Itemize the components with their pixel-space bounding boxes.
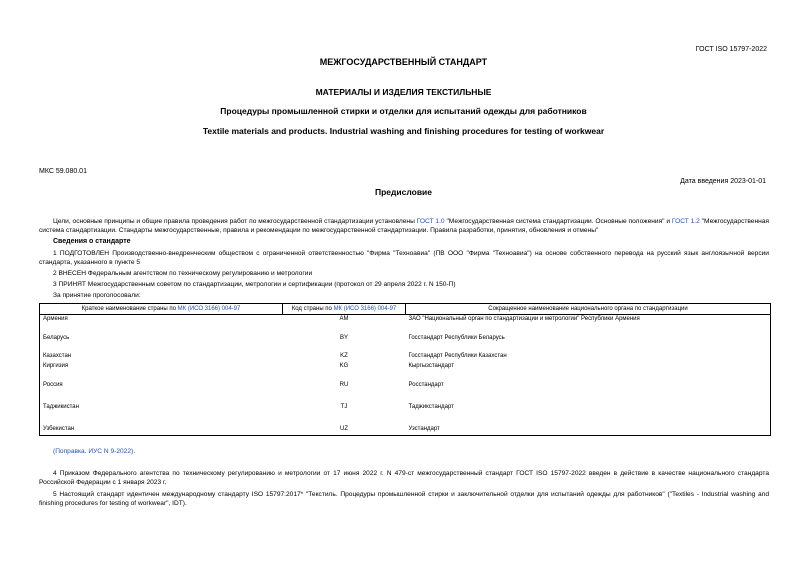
item-3: 3 ПРИНЯТ Межгосударственным советом по стандартизации, метрологии и сертификации (протокол от 29 апреля 2022 г. N 150-П) <box>53 281 456 288</box>
header-organization: Сокращенное наименование национального органа по стандартизации <box>406 304 771 315</box>
table-row <box>40 315 771 334</box>
country-cell: Киргизия <box>43 362 69 369</box>
code-cell: KG <box>339 362 349 369</box>
table-row <box>40 381 771 403</box>
voted-label: За принятие проголосовали: <box>53 292 141 299</box>
country-cell: Таджикистан <box>43 403 79 410</box>
table-row <box>40 352 771 362</box>
org-cell: Кыргызстандарт <box>408 362 454 369</box>
country-cell: Армения <box>43 316 68 322</box>
code-cell: TJ <box>340 403 348 410</box>
preface-text: "Межгосударственная система стандартизации. Стандарты межгосударственные, правила и рекомендации по межгосударственной стандартизации. Правила разработки, принятия, обновления и отмены" <box>39 218 769 235</box>
gost-1-2-link[interactable]: ГОСТ 1.2 <box>671 218 700 225</box>
mks-code: МКС 59.080.01 <box>39 168 87 175</box>
mk-iso-link[interactable]: МК (ИСО 3166) 004-97 <box>333 306 397 312</box>
code-cell: RU <box>339 381 349 388</box>
code-cell: KZ <box>340 352 348 359</box>
gost-1-0-link[interactable]: ГОСТ 1.0 <box>416 218 445 225</box>
preface-title: Предисловие <box>374 187 433 197</box>
org-cell: ЗАО "Национальный орган по стандартизации и метрологии" Республики Армения <box>408 316 640 322</box>
org-cell: Росстандарт <box>408 381 444 388</box>
country-cell: Казахстан <box>43 352 72 359</box>
amendment-link[interactable]: (Поправка. ИУС N 9-2022). <box>53 448 136 455</box>
item-4: 4 Приказом Федерального агентства по техническому регулированию и метрологии от 17 июня 2022 г. N 479-ст межгосударственный стандарт ГОСТ ISO 15797-2022 введен в действие в качестве национального стандарта Российской Федерации с 1 января 2023 г. <box>39 470 769 487</box>
standard-type-title: МЕЖГОСУДАРСТВЕННЫЙ СТАНДАРТ <box>319 57 488 67</box>
item-1: 1 ПОДГОТОВЛЕН Производственно-внедренческим обществом с ограниченной ответственностью "Фирма "Техноавиа" (ПВ ООО "Фирма "Техноавиа") на основе собственного перевода на русский язык англоязычной версии стандарта, указанного в пункте 5 <box>39 250 769 267</box>
country-cell: Беларусь <box>43 334 70 341</box>
country-cell: Узбекистан <box>43 425 75 432</box>
document-code: ГОСТ ISO 15797-2022 <box>695 46 767 53</box>
code-cell: BY <box>339 334 348 341</box>
preface-text: Цели, основные принципы и общие правила проведения работ по межгосударственной стандартизации установлены <box>53 218 417 225</box>
mk-iso-link[interactable]: МК (ИСО 3166) 004-97 <box>177 306 241 312</box>
org-cell: Госстандарт Республики Беларусь <box>408 334 505 341</box>
effective-date: Дата введения 2023-01-01 <box>680 178 766 185</box>
code-cell: UZ <box>340 425 348 432</box>
preface-paragraph <box>39 217 769 235</box>
table-header-row <box>40 304 771 315</box>
item-5: 5 Настоящий стандарт идентичен международному стандарту ISO 15797:2017* "Текстиль. Процедуры промышленной стирки и заключительной отделки для испытаний одежды для работников" ("Textiles - Industrial washing and finishing procedures for testing of workwear", IDT). <box>39 491 769 508</box>
code-cell: AM <box>339 316 349 322</box>
table-row <box>40 403 771 425</box>
table-row <box>40 334 771 352</box>
table-row <box>40 362 771 381</box>
org-cell: Госстандарт Республики Казахстан <box>408 352 507 359</box>
about-standard-heading: Сведения о стандарте <box>53 238 131 245</box>
table-row <box>40 425 771 436</box>
amendment-line <box>39 447 769 456</box>
countries-table <box>39 303 771 436</box>
org-cell: Узстандарт <box>408 425 440 432</box>
item-2: 2 ВНЕСЕН Федеральным агентством по техническому регулированию и метрологии <box>53 270 313 277</box>
country-cell: Россия <box>43 381 63 388</box>
header-code: Код страны по МК (ИСО 3166) 004-97 <box>283 304 406 315</box>
preface-text: "Межгосударственная система стандартизации. Основные положения" и <box>444 218 672 225</box>
subtitle-ru: Процедуры промышленной стирки и отделки для испытаний одежды для работников <box>220 106 587 116</box>
header-country: Краткое наименование страны по МК (ИСО 3166) 004-97 <box>40 304 283 315</box>
org-cell: Таджикстандарт <box>408 403 454 410</box>
subtitle-en: Textile materials and products. Industrial washing and finishing procedures for testing of workwear <box>202 126 605 136</box>
main-title: МАТЕРИАЛЫ И ИЗДЕЛИЯ ТЕКСТИЛЬНЫЕ <box>315 87 492 97</box>
